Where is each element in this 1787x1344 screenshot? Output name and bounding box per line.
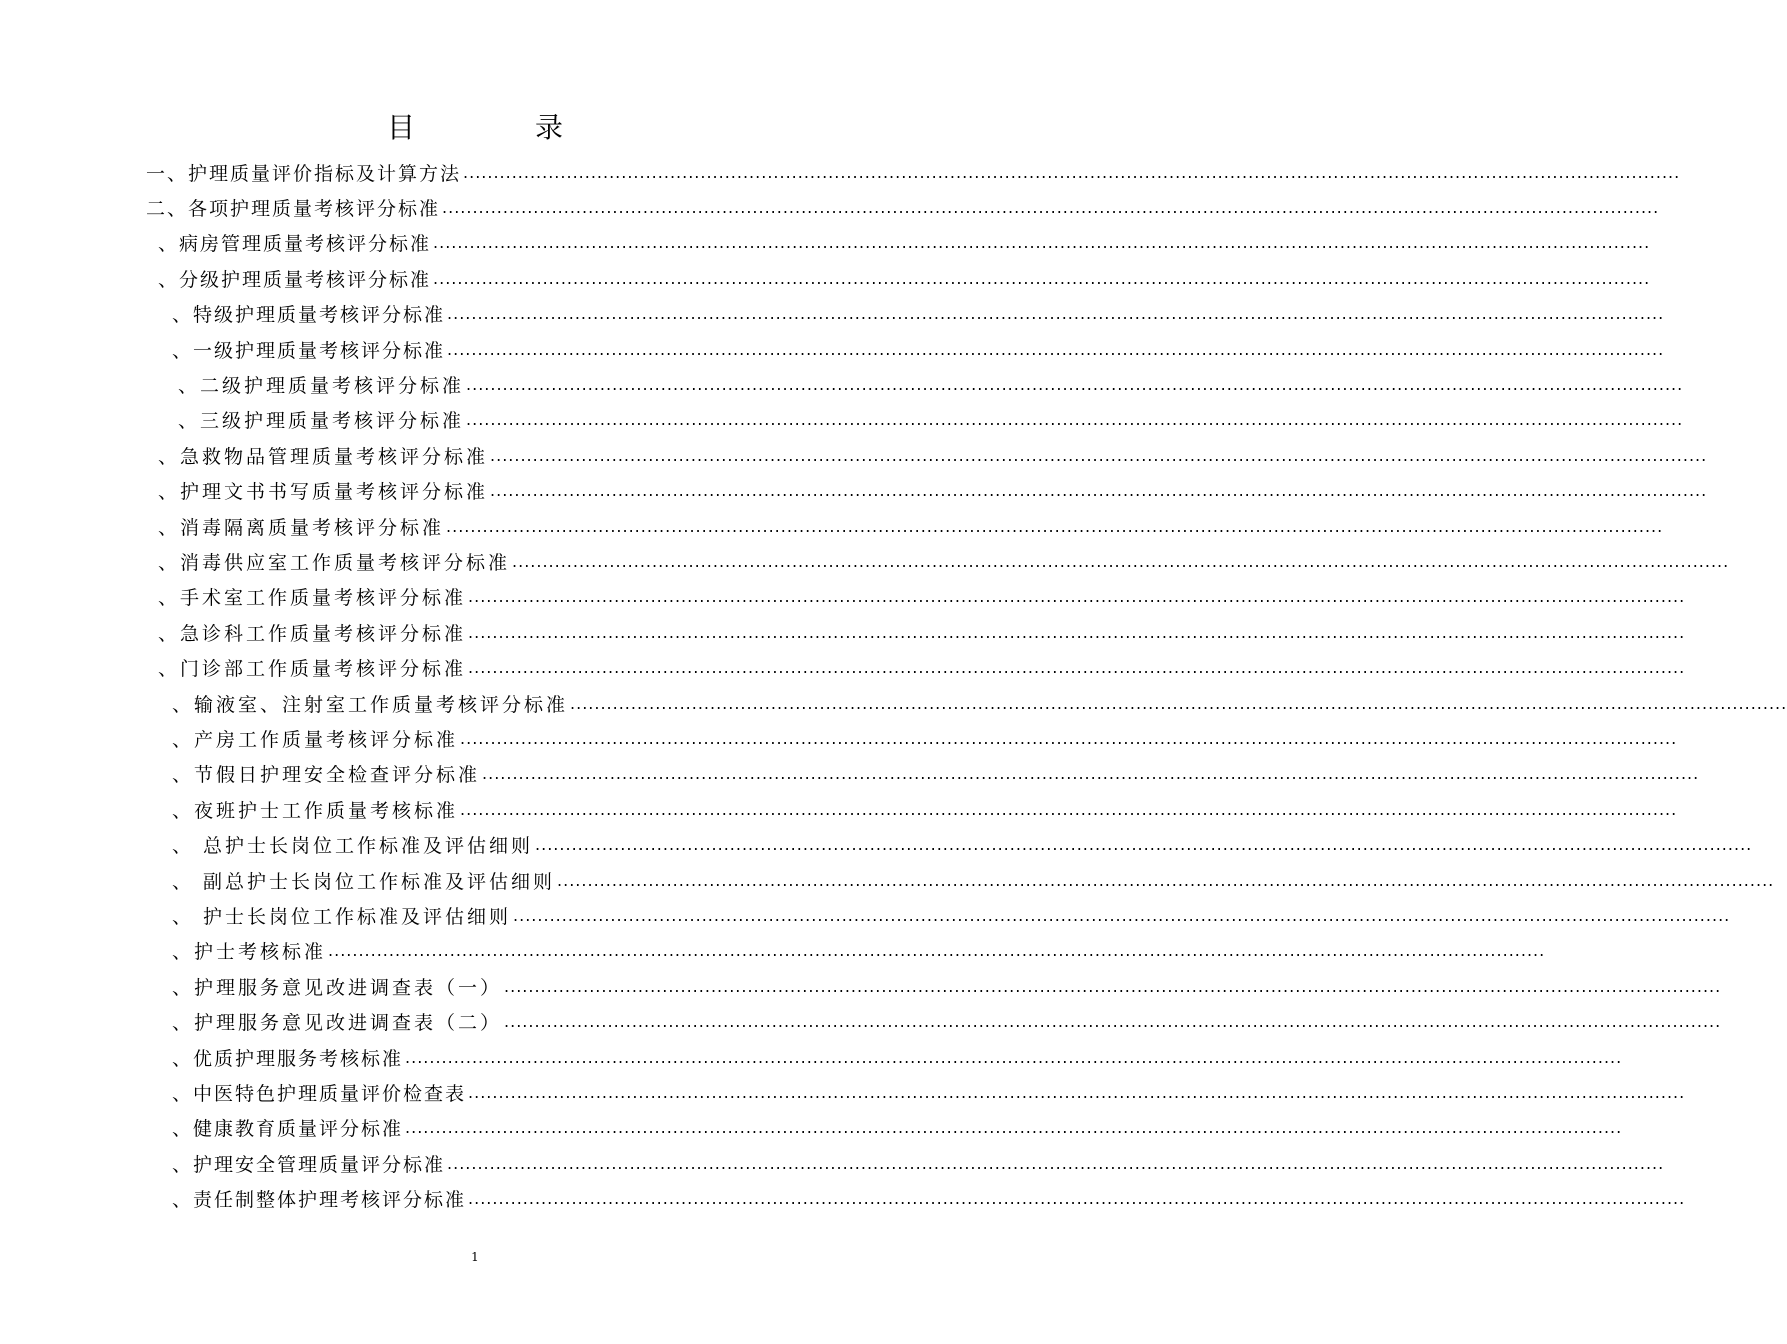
toc-entry-label: 、夜班护士工作质量考核标准 [172,799,459,822]
toc-entry-label: 、分级护理质量考核评分标准 [158,268,432,291]
toc-entry-label: 二、各项护理质量考核评分标准 [146,197,441,220]
toc-entry-label: 、门诊部工作质量考核评分标准 [158,658,467,681]
toc-entry[interactable] [172,792,1678,826]
toc-entry-label: 、护理服务意见改进调查表（一） [172,976,503,999]
toc-entry[interactable] [158,474,1708,508]
dot-leader: ........................................................................................................................................................................................................ [405,1118,1623,1138]
dot-leader: ........................................................................................................................................................................................................ [504,976,1722,996]
toc-entry-label: 、三级护理质量考核评分标准 [178,410,465,433]
toc-entry[interactable] [172,332,1665,366]
toc-entry[interactable] [172,297,1665,331]
dot-leader: ........................................................................................................................................................................................................ [463,162,1681,182]
toc-entry[interactable] [158,226,1651,260]
dot-leader: ........................................................................................................................................................................................................ [468,1189,1686,1209]
toc-entry-label: 、健康教育质量评分标准 [172,1118,404,1141]
toc-entry-label: 、 副总护士长岗位工作标准及评估细则 [172,870,556,893]
dot-leader: ........................................................................................................................................................................................................ [446,516,1664,536]
dot-leader: ........................................................................................................................................................................................................ [466,410,1684,430]
dot-leader: ........................................................................................................................................................................................................ [447,339,1665,359]
toc-entry-label: 、优质护理服务考核标准 [172,1047,404,1070]
toc-entry[interactable] [172,721,1678,755]
toc-entry[interactable] [158,580,1686,614]
toc-entry[interactable] [172,686,1787,720]
toc-entry-label: 、节假日护理安全检查评分标准 [172,764,481,787]
page-number: 1 [471,1250,479,1264]
toc-entry[interactable] [172,1040,1623,1074]
dot-leader: ........................................................................................................................................................................................................ [328,941,1546,961]
dot-leader: ........................................................................................................................................................................................................ [433,268,1651,288]
dot-leader: ........................................................................................................................................................................................................ [447,304,1665,324]
toc-entry[interactable] [172,934,1546,968]
dot-leader: ........................................................................................................................................................................................................ [468,587,1686,607]
toc-entry[interactable] [172,1146,1665,1180]
toc-entry[interactable] [172,828,1753,862]
dot-leader: ........................................................................................................................................................................................................ [468,622,1686,642]
toc-entry[interactable] [178,367,1684,401]
dot-leader: ........................................................................................................................................................................................................ [460,728,1678,748]
toc-entry-label: 、产房工作质量考核评分标准 [172,728,459,751]
dot-leader: ........................................................................................................................................................................................................ [405,1047,1623,1067]
toc-entry-label: 一、护理质量评价指标及计算方法 [146,162,462,185]
toc-entry[interactable] [172,969,1722,1003]
toc-entry-label: 、护士考核标准 [172,941,327,964]
dot-leader: ........................................................................................................................................................................................................ [433,233,1651,253]
dot-leader: ........................................................................................................................................................................................................ [460,799,1678,819]
toc-title: 目 录 [386,111,609,144]
dot-leader: ........................................................................................................................................................................................................ [482,764,1700,784]
toc-entry-label: 、护理安全管理质量评分标准 [172,1153,446,1176]
dot-leader: ........................................................................................................................................................................................................ [447,1153,1665,1173]
dot-leader: ........................................................................................................................................................................................................ [557,870,1775,890]
toc-entry-label: 、消毒供应室工作质量考核评分标准 [158,551,511,574]
dot-leader: ........................................................................................................................................................................................................ [468,658,1686,678]
toc-entry[interactable] [158,438,1708,472]
dot-leader: ........................................................................................................................................................................................................ [535,835,1753,855]
toc-entry-label: 、手术室工作质量考核评分标准 [158,587,467,610]
toc-entry[interactable] [158,509,1664,543]
dot-leader: ........................................................................................................................................................................................................ [504,1012,1722,1032]
toc-entry[interactable] [178,403,1684,437]
dot-leader: ........................................................................................................................................................................................................ [490,445,1708,465]
toc-entry[interactable] [158,544,1730,578]
toc-entry[interactable] [146,190,1660,224]
toc-entry-label: 、 总护士长岗位工作标准及评估细则 [172,835,534,858]
toc-entry-label: 、二级护理质量考核评分标准 [178,374,465,397]
toc-entry-label: 、护理文书书写质量考核评分标准 [158,481,489,504]
toc-entry-label: 、输液室、注射室工作质量考核评分标准 [172,693,569,716]
toc-entry[interactable] [172,1005,1722,1039]
dot-leader: ........................................................................................................................................................................................................ [466,374,1684,394]
dot-leader: ........................................................................................................................................................................................................ [468,1082,1686,1102]
toc-entry-label: 、中医特色护理质量评价检查表 [172,1082,467,1105]
toc-entry-label: 、一级护理质量考核评分标准 [172,339,446,362]
toc-entry-label: 、急救物品管理质量考核评分标准 [158,445,489,468]
toc-entry[interactable] [172,898,1731,932]
dot-leader: ........................................................................................................................................................................................................ [513,905,1731,925]
toc-entry-label: 、病房管理质量考核评分标准 [158,233,432,256]
toc-entry[interactable] [172,863,1775,897]
dot-leader: ........................................................................................................................................................................................................ [570,693,1787,713]
toc-entry[interactable] [146,155,1681,189]
toc-entry[interactable] [158,261,1651,295]
toc-entry-label: 、护理服务意见改进调查表（二） [172,1012,503,1035]
toc-entry[interactable] [172,1182,1686,1216]
dot-leader: ........................................................................................................................................................................................................ [490,481,1708,501]
toc-entry-label: 、特级护理质量考核评分标准 [172,304,446,327]
toc-entry-label: 、消毒隔离质量考核评分标准 [158,516,445,539]
toc-entry[interactable] [158,615,1686,649]
toc-entry[interactable] [158,651,1686,685]
toc-entry[interactable] [172,757,1700,791]
toc-entry-label: 、 护士长岗位工作标准及评估细则 [172,905,512,928]
dot-leader: ........................................................................................................................................................................................................ [512,551,1730,571]
toc-entry[interactable] [172,1075,1686,1109]
toc-entry-label: 、急诊科工作质量考核评分标准 [158,622,467,645]
toc-entry-label: 、责任制整体护理考核评分标准 [172,1189,467,1212]
toc-entry[interactable] [172,1111,1623,1145]
dot-leader: ........................................................................................................................................................................................................ [442,197,1660,217]
